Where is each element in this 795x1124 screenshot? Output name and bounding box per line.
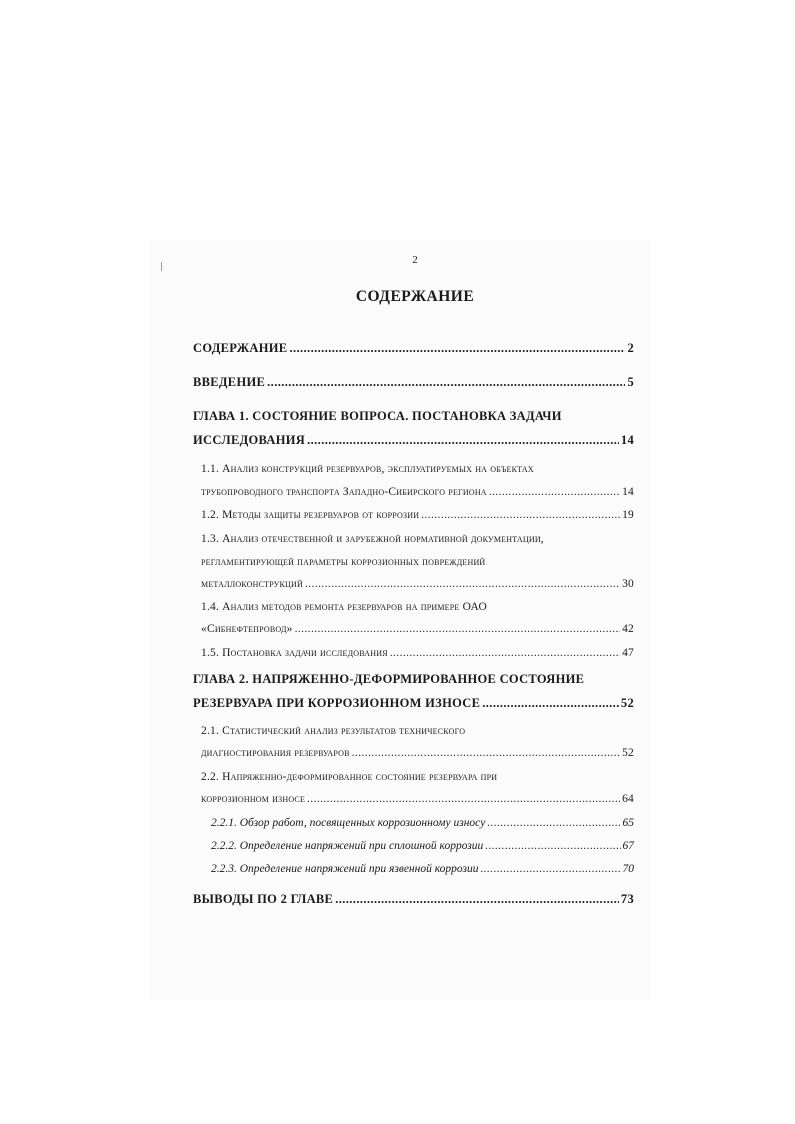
toc-entry-page: 42 (622, 623, 634, 635)
toc-entry-page: 2 (627, 341, 634, 355)
leader-dots (335, 892, 619, 907)
page-title: СОДЕРЖАНИЕ (355, 288, 475, 305)
toc-section-2-1-line1[interactable]: 2.1. Статистический анализ результатов технического (201, 725, 466, 737)
toc-entry-label: ВВЕДЕНИЕ (193, 375, 266, 389)
toc-subsection-2-2-3[interactable] (211, 863, 634, 883)
toc-section-1-3-line2[interactable]: регламентирующей параметры коррозионных повреждений (201, 556, 486, 568)
toc-entry-label: трубопроводного транспорта Западно-Сибирского региона (201, 486, 487, 498)
leader-dots (489, 486, 620, 498)
toc-section-1-4[interactable] (201, 623, 634, 643)
toc-section-1-3-line1[interactable]: 1.3. Анализ отечественной и зарубежной нормативной документации, (201, 533, 544, 545)
toc-chapter-1[interactable] (193, 433, 634, 453)
toc-entry-page: 47 (622, 647, 634, 659)
toc-section-1-1-line1[interactable]: 1.1. Анализ конструкций резервуаров, эксплуатируемых на объектах (201, 463, 534, 475)
leader-dots (352, 747, 620, 759)
leader-dots (307, 433, 619, 448)
toc-section-1-5[interactable] (201, 647, 634, 667)
toc-section-1-3[interactable] (201, 578, 634, 598)
toc-entry-page: 52 (620, 696, 634, 710)
toc-entry-page: 65 (622, 817, 634, 829)
leader-dots (487, 817, 620, 829)
toc-chapter-2-line1[interactable]: ГЛАВА 2. НАПРЯЖЕННО-ДЕФОРМИРОВАННОЕ СОСТОЯНИЕ (193, 672, 585, 686)
toc-entry-label: коррозионном износе (201, 793, 306, 805)
toc-entry-intro[interactable] (193, 375, 634, 395)
leader-dots (295, 623, 621, 635)
leader-dots (485, 840, 620, 852)
toc-entry-label: ИССЛЕДОВАНИЯ (193, 433, 306, 447)
toc-entry-label: 2.2.1. Обзор работ, посвященных коррозионному износу (211, 817, 486, 829)
toc-subsection-2-2-1[interactable] (211, 817, 634, 837)
toc-entry-page: 5 (627, 375, 634, 389)
toc-chapter-1-line1[interactable]: ГЛАВА 1. СОСТОЯНИЕ ВОПРОСА. ПОСТАНОВКА ЗАДАЧИ (193, 409, 562, 423)
leader-dots (305, 578, 620, 590)
leader-dots (421, 509, 620, 521)
toc-entry-label: «Сибнефтепровод» (201, 623, 293, 635)
toc-entry-page: 64 (622, 793, 634, 805)
leader-dots (482, 696, 619, 711)
toc-entry-page: 30 (622, 578, 634, 590)
toc-entry-page: 73 (620, 892, 634, 906)
leader-dots (307, 793, 620, 805)
toc-section-2-2-line1[interactable]: 2.2. Напряженно-деформированное состояние резервуара при (201, 771, 498, 783)
leader-dots (480, 863, 620, 875)
toc-entry-page: 14 (622, 486, 634, 498)
toc-entry-page: 67 (622, 840, 634, 852)
toc-section-1-2[interactable] (201, 509, 634, 529)
leader-dots (289, 341, 625, 356)
toc-entry-label: 2.2.3. Определение напряжений при язвенной коррозии (211, 863, 479, 875)
toc-entry-label: 1.2. Методы защиты резервуаров от коррозии (201, 509, 420, 521)
leader-dots (390, 647, 620, 659)
toc-chapter-2[interactable] (193, 696, 634, 716)
toc-entry-page: 14 (620, 433, 634, 447)
toc-entry-label: РЕЗЕРВУАРА ПРИ КОРРОЗИОННОМ ИЗНОСЕ (193, 696, 481, 710)
toc-entry-page: 52 (622, 747, 634, 759)
toc-entry-label: диагностирования резервуаров (201, 747, 350, 759)
toc-entry-label: 1.5. Постановка задачи исследования (201, 647, 388, 659)
toc-section-1-1[interactable] (201, 486, 634, 506)
toc-entry-page: 19 (622, 509, 634, 521)
toc-entry-page: 70 (622, 863, 634, 875)
toc-entry-contents[interactable] (193, 341, 634, 361)
toc-section-2-1[interactable] (201, 747, 634, 767)
toc-entry-label: ВЫВОДЫ ПО 2 ГЛАВЕ (193, 892, 334, 906)
leader-dots (267, 375, 625, 390)
toc-section-1-4-line1[interactable]: 1.4. Анализ методов ремонта резервуаров на примере ОАО (201, 601, 487, 613)
toc-entry-conclusions[interactable] (193, 892, 634, 912)
toc-entry-label: 2.2.2. Определение напряжений при сплошной коррозии (211, 840, 484, 852)
toc-entry-label: металлоконструкций (201, 578, 303, 590)
toc-subsection-2-2-2[interactable] (211, 840, 634, 860)
page-number: 2 (412, 254, 418, 266)
toc-section-2-2[interactable] (201, 793, 634, 813)
toc-entry-label: СОДЕРЖАНИЕ (193, 341, 288, 355)
